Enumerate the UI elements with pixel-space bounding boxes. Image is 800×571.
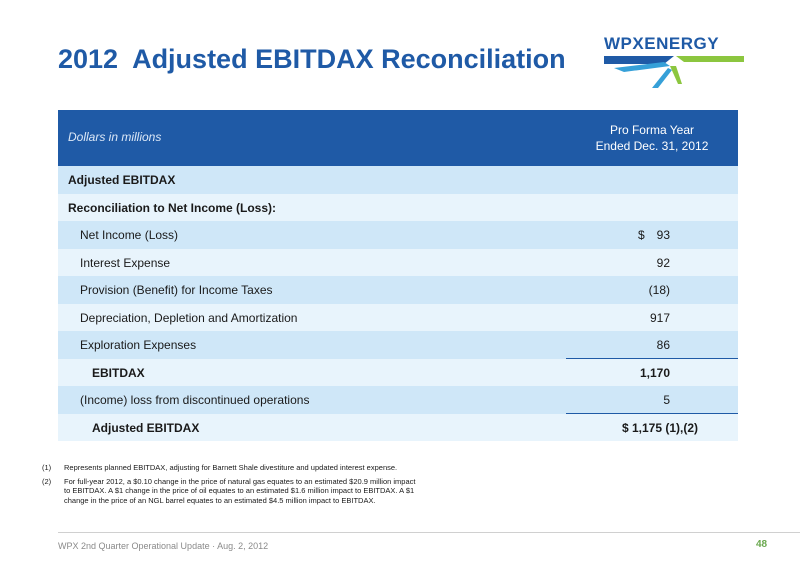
row-label: Depreciation, Depletion and Amortization: [80, 310, 298, 325]
footnotes: [42, 463, 422, 509]
row-label: Adjusted EBITDAX: [92, 420, 200, 435]
footer-text: WPX 2nd Quarter Operational Update · Aug. 2, 2012: [58, 541, 269, 551]
row-value: 86: [656, 338, 670, 352]
row-value: (18): [648, 283, 670, 297]
header-units-label: Dollars in millions: [68, 130, 162, 144]
footnote: [42, 463, 422, 473]
row-value: 917: [649, 310, 670, 325]
logo-wpx-text: WPX: [604, 34, 645, 53]
footnote-text: Represents planned EBITDAX, adjusting for Barnett Shale divestiture and updated interest expense.: [64, 463, 398, 472]
dollar-sign: $: [638, 228, 645, 242]
footnote-number: (1): [42, 463, 52, 472]
row-value: $ 1,175 (1),(2): [621, 420, 698, 435]
footnote-number: (2): [42, 476, 52, 486]
table-row: [58, 221, 738, 249]
row-label: Adjusted EBITDAX: [68, 173, 176, 187]
table-row: [58, 304, 738, 332]
row-value: 93: [656, 228, 670, 242]
table-row: [58, 359, 738, 387]
row-value: 1,170: [639, 365, 670, 380]
table-row: [58, 249, 738, 277]
page-title: 2012 Adjusted EBITDAX Reconciliation: [58, 44, 566, 74]
header-period-line1: Pro Forma Year: [609, 123, 695, 137]
row-label: Provision (Benefit) for Income Taxes: [80, 283, 273, 297]
row-label: Exploration Expenses: [80, 338, 197, 352]
footer-divider: [58, 532, 800, 533]
table-row: [58, 194, 738, 222]
row-label: (Income) loss from discontinued operations: [80, 393, 310, 407]
row-label: EBITDAX: [92, 365, 145, 380]
row-label: Reconciliation to Net Income (Loss):: [68, 200, 277, 215]
row-label: Net Income (Loss): [80, 228, 179, 242]
header-period-label: [566, 122, 738, 154]
logo-swoosh-icon: [604, 54, 744, 90]
logo-energy-text: ENERGY: [644, 34, 720, 53]
header-period-line2: Ended Dec. 31, 2012: [595, 139, 709, 153]
footnote-text: For full-year 2012, a $0.10 change in the price of natural gas equates to an estimated $20.9 million impact to EBITDAX. A $1 change in the price of oil equates to an estimated $1.6 million impact to EBITDAX. A $1 change in the price of an NGL barrel equates to an estimated $4.5 million impact to EBITDAX.: [64, 476, 416, 505]
table-row: [58, 414, 738, 442]
page-number: 48: [756, 539, 768, 550]
footnote: [42, 477, 422, 506]
table-row: [58, 331, 738, 359]
row-value: 92: [656, 255, 670, 270]
row-label: Interest Expense: [80, 255, 171, 270]
company-logo: [604, 34, 744, 90]
table-row: [58, 276, 738, 304]
table-header: [58, 110, 738, 166]
reconciliation-table: [58, 110, 738, 441]
table-row: [58, 386, 738, 414]
table-row: [58, 166, 738, 194]
row-value: 5: [663, 393, 670, 407]
